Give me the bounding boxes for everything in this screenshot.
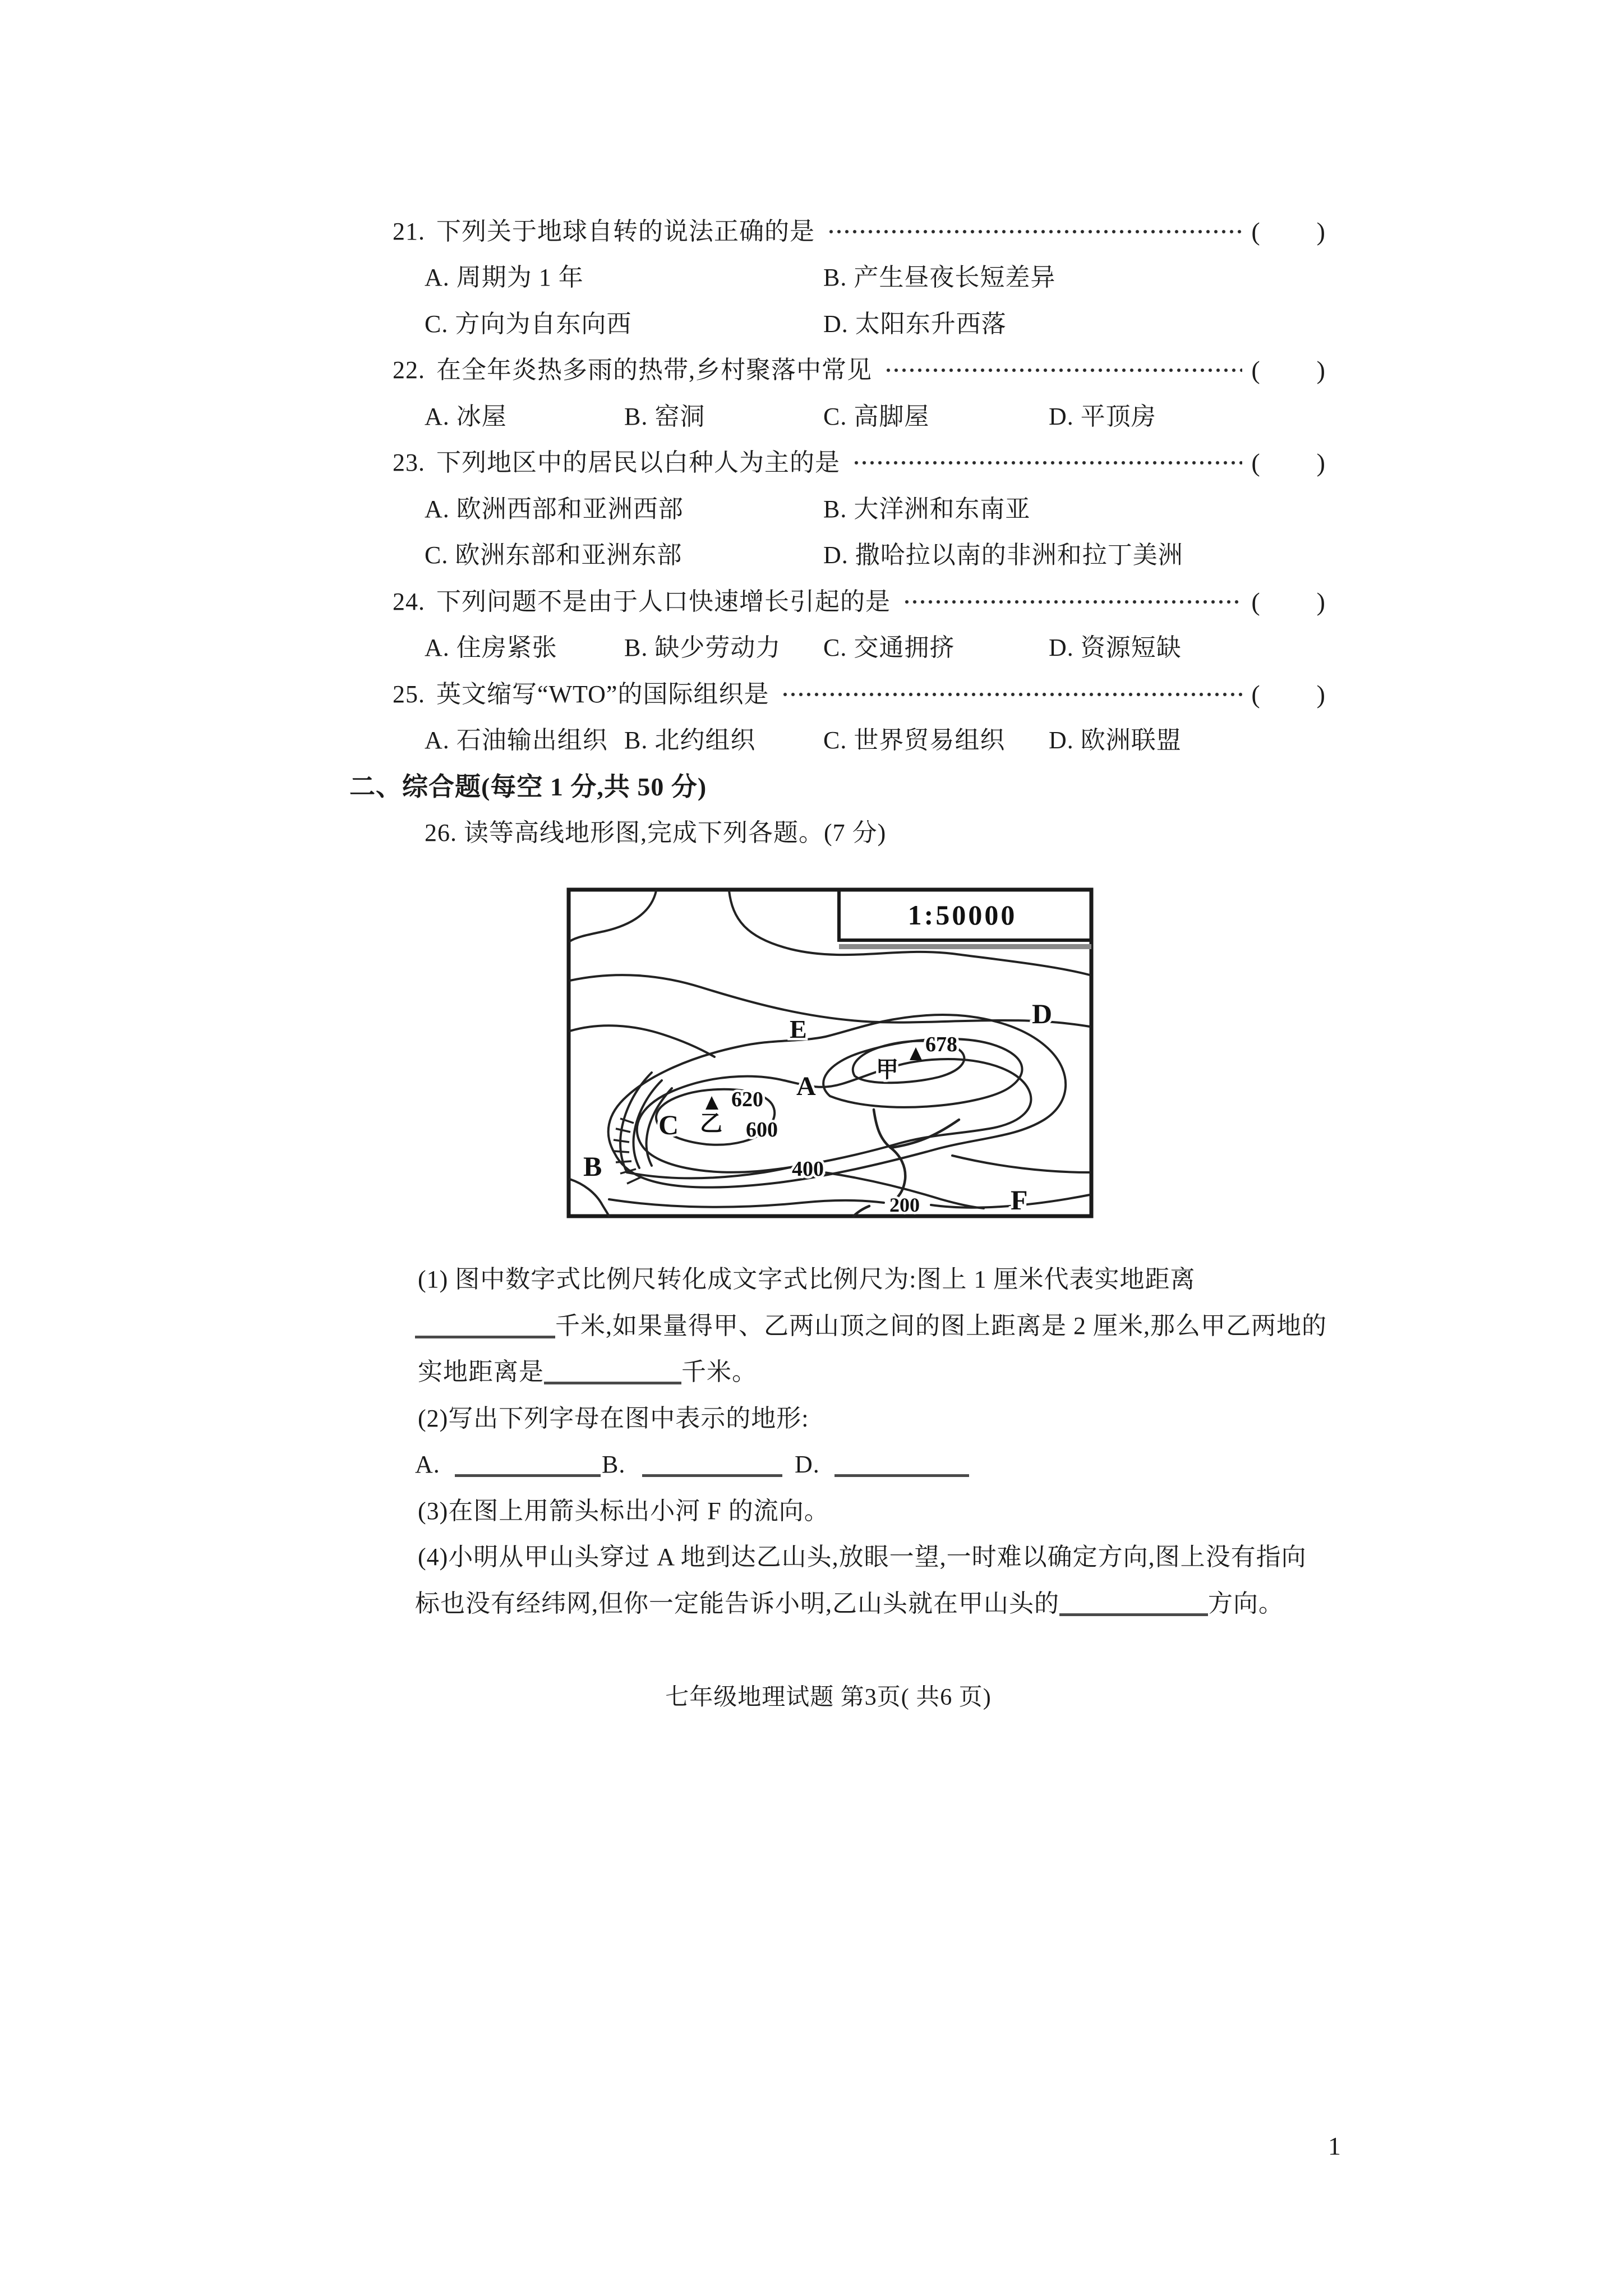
question-number: 21. <box>393 218 425 245</box>
question-22-options-row <box>393 399 1326 434</box>
option-c: C. 欧洲东部和亚洲东部 <box>425 541 683 569</box>
map-contour-400-label: 400 <box>792 1157 824 1181</box>
dotted-leader <box>903 585 1242 619</box>
sub-question-3-line: (3)在图上用箭头标出小河 F 的流向。 <box>418 1497 829 1525</box>
option-c: C. 交通拥挤 <box>823 634 955 661</box>
question-text: 下列问题不是由于人口快速增长引起的是 <box>436 588 891 615</box>
page-footer: 七年级地理试题 第3页( 共6 页) <box>665 1685 992 1710</box>
question-24-options-row <box>393 631 1326 665</box>
question-number: 23. <box>393 449 425 476</box>
sub-question-1-line-3-prefix: 实地距离是 <box>418 1358 544 1386</box>
option-d: D. 欧洲联盟 <box>1049 726 1182 754</box>
answer-bracket: ( ) <box>1251 587 1326 616</box>
question-21-options-row-2 <box>393 307 1326 342</box>
question-23-line <box>393 445 1326 480</box>
option-b: B. 大洋洲和东南亚 <box>823 495 1031 523</box>
question-text: 下列关于地球自转的说法正确的是 <box>436 218 815 245</box>
map-label-B: B <box>583 1151 602 1182</box>
dotted-leader <box>884 353 1242 388</box>
map-label-E: E <box>790 1015 807 1043</box>
blank-label-b: B. <box>602 1451 626 1478</box>
map-elevation-678: 678 <box>925 1033 957 1056</box>
option-a: A. 欧洲西部和亚洲西部 <box>425 495 684 523</box>
question-25-options-row <box>393 723 1326 758</box>
map-peak-jia-label: 甲 <box>876 1057 898 1082</box>
sub-question-2-line: (2)写出下列字母在图中表示的地形: <box>418 1405 809 1432</box>
question-number: 24. <box>393 588 425 615</box>
blank-label-a: A. <box>415 1451 440 1478</box>
contour-map-figure <box>566 887 1094 1218</box>
sub-question-1-line-2 <box>415 1309 1326 1343</box>
page-number: 1 <box>1328 2132 1341 2160</box>
map-scale-label: 1:50000 <box>907 899 1017 931</box>
answer-blank <box>455 1450 601 1477</box>
question-24-line <box>393 585 1326 619</box>
answer-blank <box>834 1450 969 1477</box>
answer-blank <box>415 1311 555 1338</box>
question-number: 22. <box>393 356 425 384</box>
option-d: D. 资源短缺 <box>1049 634 1182 661</box>
dotted-leader <box>827 214 1242 249</box>
option-c: C. 世界贸易组织 <box>823 726 1006 754</box>
map-label-C: C <box>658 1109 679 1140</box>
question-25-line <box>393 677 1326 712</box>
map-label-A: A <box>796 1071 816 1101</box>
question-number: 25. <box>393 680 425 708</box>
dotted-leader <box>852 445 1242 480</box>
question-26-intro: 26. 读等高线地形图,完成下列各题。(7 分) <box>425 819 887 846</box>
option-b: B. 产生昼夜长短差异 <box>823 264 1056 291</box>
answer-bracket: ( ) <box>1251 217 1326 246</box>
question-23-options-row-2 <box>393 538 1326 573</box>
blank-label-d: D. <box>795 1451 820 1478</box>
option-b: B. 北约组织 <box>624 726 756 754</box>
dotted-leader <box>781 677 1242 712</box>
option-b: B. 缺少劳动力 <box>624 634 781 661</box>
answer-blank <box>642 1450 782 1477</box>
blank-group-a <box>415 1447 601 1482</box>
sub-question-4-line-1: (4)小明从甲山头穿过 A 地到达乙山头,放眼一望,一时难以确定方向,图上没有指向 <box>418 1543 1307 1571</box>
map-contour-600-label: 600 <box>746 1118 778 1142</box>
sub-question-1-line-3 <box>418 1355 1329 1389</box>
option-a: A. 周期为 1 年 <box>425 264 584 291</box>
option-a: A. 冰屋 <box>425 403 507 430</box>
question-text: 英文缩写“WTO”的国际组织是 <box>436 680 769 708</box>
option-d: D. 平顶房 <box>1049 403 1156 430</box>
question-22-line <box>393 353 1326 388</box>
option-d: D. 太阳东升西落 <box>823 310 1007 338</box>
option-d: D. 撒哈拉以南的非洲和拉丁美洲 <box>823 541 1183 569</box>
answer-blank <box>1059 1589 1208 1616</box>
question-text: 下列地区中的居民以白种人为主的是 <box>436 449 840 476</box>
sub-question-1-line-3-suffix: 千米。 <box>681 1358 757 1386</box>
map-label-D: D <box>1032 998 1053 1029</box>
option-c: C. 高脚屋 <box>823 403 930 430</box>
option-c: C. 方向为自东向西 <box>425 310 632 338</box>
question-text: 在全年炎热多雨的热带,乡村聚落中常见 <box>436 356 872 384</box>
blank-group-b <box>602 1447 782 1482</box>
sub-question-1-line-2-text: 千米,如果量得甲、乙两山顶之间的图上距离是 2 厘米,那么甲乙两地的 <box>555 1312 1327 1340</box>
blank-group-d <box>795 1447 969 1482</box>
sub-question-4-line-2 <box>415 1586 1326 1621</box>
option-a: A. 住房紧张 <box>425 634 557 661</box>
sub-question-4-line-2-suffix: 方向。 <box>1208 1590 1284 1617</box>
question-21-line <box>393 214 1326 249</box>
question-21-options-row-1 <box>393 260 1326 295</box>
answer-bracket: ( ) <box>1251 680 1326 708</box>
map-elevation-620: 620 <box>731 1088 763 1111</box>
sub-question-1-line-1: (1) 图中数字式比例尺转化成文字式比例尺为:图上 1 厘米代表实地距离 <box>418 1266 1196 1293</box>
map-peak-yi-label: 乙 <box>700 1111 722 1136</box>
answer-bracket: ( ) <box>1251 448 1326 477</box>
map-contour-200-label: 200 <box>889 1194 920 1216</box>
map-label-F: F <box>1011 1184 1028 1216</box>
option-b: B. 窑洞 <box>624 403 706 430</box>
option-a: A. 石油输出组织 <box>425 726 608 754</box>
section-2-header: 二、综合题(每空 1 分,共 50 分) <box>349 772 707 801</box>
answer-blank <box>544 1357 681 1384</box>
answer-bracket: ( ) <box>1251 356 1326 384</box>
sub-question-4-line-2-prefix: 标也没有经纬网,但你一定能告诉小明,乙山头就在甲山头的 <box>415 1590 1059 1617</box>
sub-question-2-blanks-row <box>415 1447 1329 1482</box>
question-23-options-row-1 <box>393 492 1326 527</box>
